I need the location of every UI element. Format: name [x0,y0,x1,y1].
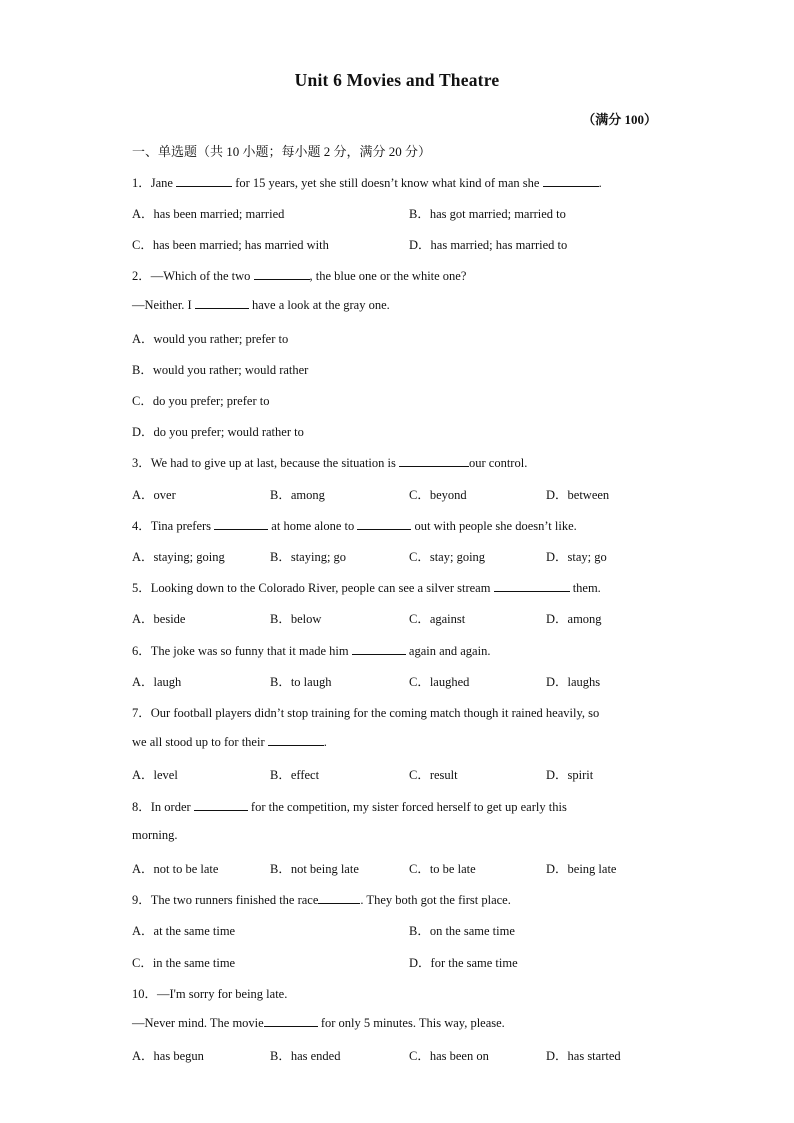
question-7-option-a: A．level [132,768,178,782]
question-4-option-d: D．stay; go [546,550,607,564]
question-2-stem: 2．—Which of the two , the blue one or the white one? [132,269,467,283]
question-8-option-d: D．being late [546,862,617,876]
question-1-option-d: D．has married; has married to [409,238,568,252]
question-9-stem: 9．The two runners finished the race . They both got the first place. [132,893,511,907]
question-6-option-d: D．laughs [546,675,601,689]
answer-blank [268,734,324,746]
answer-blank [318,892,360,904]
question-7-option-c: C．result [409,768,458,782]
page-title: Unit 6 Movies and Theatre [294,70,500,90]
question-2-option-c: C．do you prefer; prefer to [132,394,270,408]
question-1-option-c: C．has been married; has married with [132,238,329,252]
answer-blank [214,518,268,530]
question-1-option-a: A．has been married; married [132,207,285,221]
question-10-option-a: A．has begun [132,1049,204,1063]
question-1-option-b: B．has got married; married to [409,207,566,221]
question-4-option-b: B．staying; go [270,550,347,564]
question-2-option-a: A．would you rather; prefer to [132,332,289,346]
question-2-option-d: D．do you prefer; would rather to [132,425,304,439]
question-3-option-a: A．over [132,488,176,502]
question-9-option-c: C．in the same time [132,956,236,970]
question-5-option-c: C．against [409,612,466,626]
question-10-stem-line2: —Never mind. The movie for only 5 minutes. This way, please. [132,1016,505,1030]
question-8-option-b: B．not being late [270,862,359,876]
question-6-option-c: C．laughed [409,675,470,689]
question-2-stem-line2: —Neither. I have a look at the gray one. [132,298,390,312]
question-8-stem: 8．In order for the competition, my sister forced herself to get up early this [132,800,567,814]
question-6-option-a: A．laugh [132,675,182,689]
answer-blank [399,455,469,467]
answer-blank [264,1015,318,1027]
question-8-stem-line2: morning. [132,828,178,842]
question-2-option-b: B．would you rather; would rather [132,363,309,377]
question-4-option-c: C．stay; going [409,550,486,564]
question-5-option-d: D．among [546,612,602,626]
question-9-option-a: A．at the same time [132,924,236,938]
question-10-stem: 10．—I'm sorry for being late. [132,987,288,1001]
question-10-option-b: B．has ended [270,1049,341,1063]
question-3-option-c: C．beyond [409,488,467,502]
question-10-option-c: C．has been on [409,1049,489,1063]
question-9-option-b: B．on the same time [409,924,515,938]
answer-blank [352,643,406,655]
answer-blank [176,175,232,187]
question-7-option-d: D．spirit [546,768,594,782]
question-3-option-b: B．among [270,488,325,502]
question-4-option-a: A．staying; going [132,550,225,564]
answer-blank [543,175,599,187]
question-7-option-b: B．effect [270,768,320,782]
answer-blank [195,297,249,309]
question-5-option-a: A．beside [132,612,186,626]
question-10-option-d: D．has started [546,1049,621,1063]
answer-blank [357,518,411,530]
answer-blank [194,799,248,811]
question-6-stem: 6．The joke was so funny that it made him again and again. [132,644,491,658]
question-8-option-c: C．to be late [409,862,476,876]
question-1-stem: 1．Jane for 15 years, yet she still doesn’t know what kind of man she . [132,176,602,190]
question-5-option-b: B．below [270,612,322,626]
question-6-option-b: B．to laugh [270,675,332,689]
question-3-stem: 3．We had to give up at last, because the situation is our control. [132,456,528,470]
total-score: （满分 100） [582,112,657,127]
question-7-stem-line2: we all stood up to for their . [132,735,327,749]
question-8-option-a: A．not to be late [132,862,219,876]
question-4-stem: 4．Tina prefers at home alone to out with people she doesn’t like. [132,519,577,533]
question-3-option-d: D．between [546,488,610,502]
question-7-stem: 7．Our football players didn’t stop training for the coming match though it rained heavily, so [132,706,600,720]
question-5-stem: 5．Looking down to the Colorado River, people can see a silver stream them. [132,581,601,595]
answer-blank [254,268,310,280]
answer-blank [494,580,570,592]
section-heading: 一、单选题（共 10 小题；每小题 2 分，满分 20 分） [132,144,432,159]
question-9-option-d: D．for the same time [409,956,518,970]
